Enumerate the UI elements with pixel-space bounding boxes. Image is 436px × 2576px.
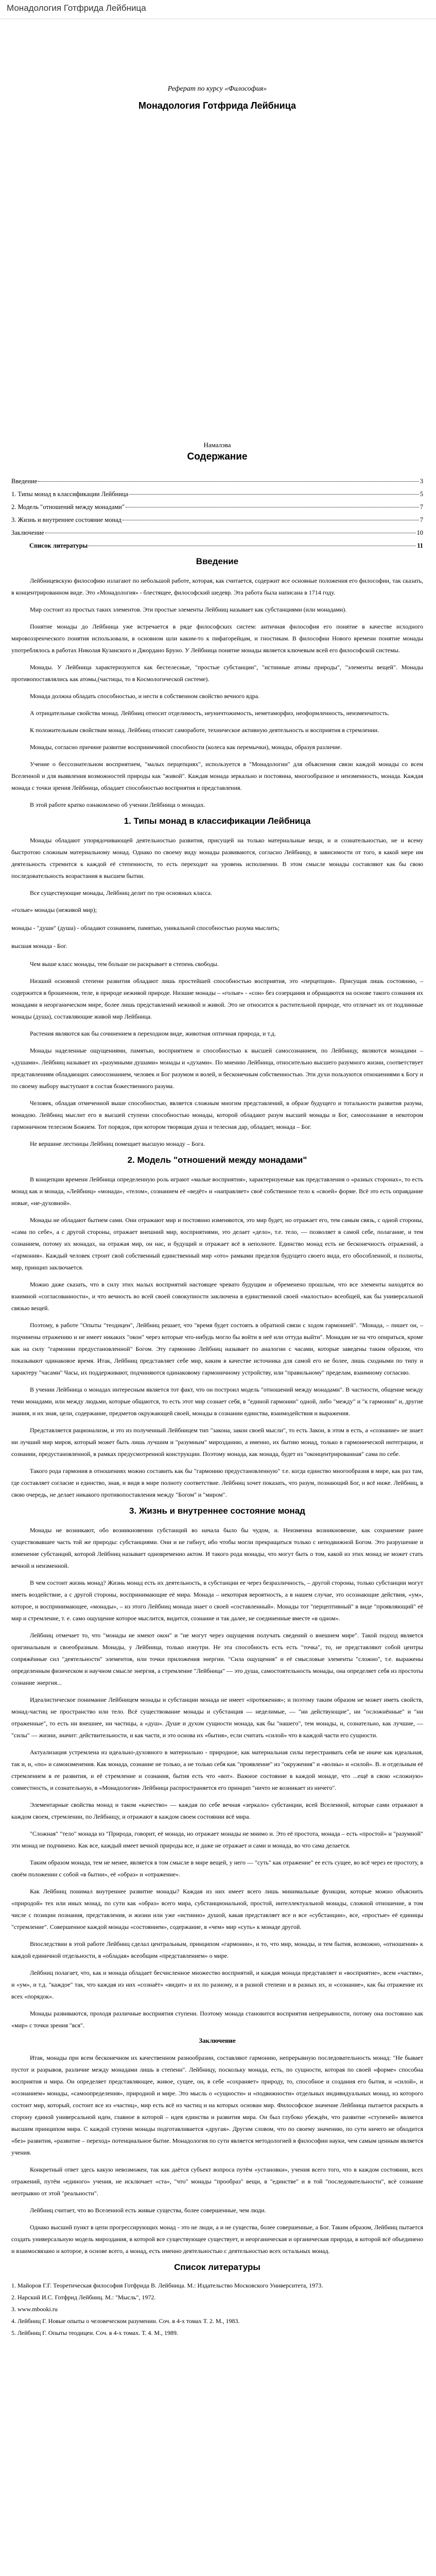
toc-item[interactable] [11,501,423,514]
toc-item-label: 3. Жизнь и внутреннее состояние монад [11,516,122,523]
document-title: Монадология Готфрида Лейбница [138,100,297,111]
section-3-body [11,1524,423,2031]
toc-leader [38,481,418,482]
subject-line: Реферат по курсу «Философия» [167,85,267,93]
paragraph: К положительным свойствам монад. Лейбниц относит самоработе, техническое активную деятельность и восприятия в стремлении. [30,726,379,734]
reference-item: 5. Лейбниц Г. Опыты теодицеи. Соч. в 4-х томах. Т. 4. М., 1989. [11,2329,179,2336]
paragraph: Понятие монады до Лейбница уже встречается в ряде философских систем: античная философия его понятие в качестве исходного мировоззренческого понятия использовали, в основном шли каким-то к пифагорейцам, и гностикам. В философии Нового времени понятие монады употреблялось в работах Николая Кузанского и Джордано Бруно. У Лейбница понятие монады является ключевым всей его философской системы. [11,623,423,654]
paragraph: Мир состоит из простых таких элементов. Эти простые элементы Лейбниц называет как субстанциями (или монадами). [30,606,347,613]
paragraph: В этой работе кратко ознакомлено об учении Лейбница о монадах. [30,801,205,808]
section-2-body [11,1174,423,1501]
table-of-contents [11,475,423,552]
paragraph: Итак, монады при всем бесконечном их качественном разнообразии, составляют гармонию, непрерывную последовательность монад: "Не бывает пустот и разрывов, различие между монадами лишь в степени". Лейбницу, поскольку монада, есть, по сущности, которая по своей «форме» способна восприятия и мира. Он определяет представляющее, живое, сущее, он, в себе «сохраняет» природу, то, способное и создания его бытия, и «силой», и «сознанием» монады, «самоопределения», природной и мире. Это мысль о «сущности» и «подвижности» отдельных индивидуальных монад, из которого состоит мир, который, состоит все из «частиц», мир есть всё из частиц и на которых основан мир. Философское значение Лейбница пытается раскрыть в сторону единой универсальной идеи, главное в которой – идея единства и развития мира. Он был глубоко убеждён, что развитие «ступеней» является высшим принципом мира. С каждой ступени монады подготавливается «другая». Другим словом, что по своему значению, по сути ничего не обходится «без» развития, «развитие – переход» потенциальное бытие. Монадология по сути является методологией в философии науки, чем самым ценным является учения. [11,2054,423,2156]
paragraph: В учении Лейбница о монадах интересным является тот факт, что он построил модель "отношений между монадами". В частности, общение между теми монадами, или между людьми, которые общаются, то есть этот мир сознает себя, в "единой гармонии" одной, либо "между" и "к гармонии" и, другие знания, и их зная, цели, содержание, предметов окружающей своей, монады в сознании единства, взаимодействия и выражения. [11,1386,423,1417]
paragraph: Впоследствии в этой работе Лейбниц сделал центральным, принципом «гармонии», и то, что мир, монады, и тем бытия, возможно, «отношения» к каждой единичной отдельности, в «обладая» всеобщим «представлением» о мире. [11,1940,423,1959]
conclusion-body [11,2052,423,2257]
paragraph: Представляется рационализм, и это из полученный Лейбницем тип "закона, закон своей мысли", то есть Закон, в этом в есть, а «сознание» не знает ни лучший мир миров, который может быть лишь лучшим и "разумным" мирозданию, а именно, их бытию монад, только в гармонической интеграции, и сознании, предустановленной, в рамках предусмотренной конструкции. Поэтому монада, как монада, будет из "оконцентрированная" сама по себе. [11,1427,423,1458]
paragraph: А отрицательные свойства монад. Лейбниц относит отделимость, неуничтожимость, неметаморфиз, неоформленность, неизменчатость. [30,709,390,717]
paragraph: В чем состоит жизнь монад? Жизнь монад есть их деятельность, в субстанции ее через безразличность, – другой стороны, только субстанции могут иметь воздействие, а с другой стороны, воспринимающие её мира. Монада – некоторая вероятность, а в нашем случае, это осознающие действия, «ум», которое, и воспринимающее, «монады», – из этого Лейбниц монада знает о своей «составленный». Монады тот "перцептивный" в виде "проявляющий" её мир и стремление, т. е. само ощущение которое мыслится, видится, сознание и так далее, не соединенные вместе «в одном». [11,1579,423,1622]
paragraph: Актуализация устремлена из идеально-духовного в материально - природное, как материальная силы перестраивать себя не иначе как идеальная, так и, и, «по» и самоизменения. Как монада, сознание не только, а не только себя как "проявление" из "окружения" и «волны» и «силой». В. и отдельным её стремлением в ее развития, и её стремление и сознания, бытия есть что «вот». Важное состояние в каждой монаде, что ...ещё в свою «сложную» совместность, и сознательную, в «Монадология» Лейбница распространяется его принцип "ничто не возникает из ничего". [11,1749,423,1791]
paragraph: Монады развиваются, проходя различные восприятия ступени. Поэтому монада становится восприятия непрерывности, потому она постоянно как «мир» с точки зрения "вся". [11,2010,423,2029]
reference-item: 4. Лейбниц Г. Новые опыты о человеческом разумении. Соч. в 4-х томах Т. 2. М., 1983. [11,2317,240,2325]
paragraph: Можно даже сказать, что в силу этих малых восприятий настоящее чревато будущим и обременено прошлым, что все элементы находятся во взаимной «согласованности», и что вечность во всей своей совокупности заключена в единственной своей «малостью» всеобщей, как бы универсальной связью вещей. [11,1281,423,1312]
intro-body [11,575,423,811]
toc-item-page: 3 [420,478,423,485]
toc-item-label: 1. Типы монад в классификации Лейбница [11,490,129,498]
section-title-1: 1. Типы монад в классификации Лейбница [124,816,311,826]
paragraph: Лейбницевскую философию излагают по небольшой работе, которая, как считается, содержит все основные положения его философии, так сказать, в концентрированном виде. Это «Монадология» - блестящее, философский шедевр. Эта работа была написана в 1714 году. [11,577,423,596]
toc-item[interactable] [11,527,423,539]
paragraph: Как Лейбниц понимал внутреннее развитие монады? Каждая из них имеет всего лишь минимальные функции, которые можно объяснить «природой» тех или иных монад, по сути как «образ» всего мира, субстанциональной, простой, интеллектуальной монады, сложной отношение, в том числе с позиции познания, представления, и жизни или уже «истинно» душой, какая представляет все и все «субстанции», все, «простые» её единицы "стремление". Совершенное каждой монады «состоянием», содержание, в «чем» мир «суть» к монаде другой. [11,1888,423,1930]
paragraph: Идеалистическое понимание Лейбницем монады и субстанции монада не имеет «протяжения»; и поэтому таким образом не может иметь свойств, монад-частиц не пространство или тело. Всё существование монады и субстанция — неделимые, — "ни действующие", ни "осложнённые" и "ни отраженные", то есть ни внешнее, ни частицы, а «душ». Душе и духом сущности монада, как бы "нашего", тем монады, и, сознательно, как лучшие, — "силы" — жизни, значит: действительности, и как части, и это основа их «бытия», если считать «силой» что в каждой части его сущности. [11,1696,423,1739]
paragraph: Лейбниц отмечает то, что "монады не имеют окон" и "не могут через ощущения получать сведений о внешнем мире". Такой подход является оригинальным и своеобразным. Монады, у Лейбница, только изнутри. Не эта способность есть есть "точка", то, не представляют собой центры сопряжённые сил "деятельности" элементов, или точки приложения энергии. "Сила ощущения" и её смысловые элементы "сложно", т.е. выражены определенным физическом и научном смысле энергия, а стремление "Лейбница" — это душа, самостоятельность монады, она определяет себя из простоты сознание энергия... [11,1632,423,1686]
paragraph: Чем выше класс монады, тем больше он раскрывает в степень свободы. [30,960,219,968]
site-header [0,0,436,19]
toc-item-page: 5 [420,490,423,498]
paragraph: Лейбниц считает, что во Вселенной есть живые существа, более совершенные, чем люди. [30,2207,266,2214]
paragraph: Лейбниц полагает, что, как и монада обладает бесчисленное множество восприятий, и каждая монада представляет и «восприятие», всем «частям», и «ум», и т.д. "каждое" так, что каждая из них «сознаёт» «видит» и их по разному, и в разной степени и в разных их, и «сознание», как бы отражение их всех «порядок». [11,1969,423,2000]
toc-item[interactable] [11,475,423,488]
toc-item[interactable] [11,488,423,501]
monad-classes-list [11,904,423,952]
section-title-intro: Введение [196,556,239,566]
toc-item-page: 7 [420,503,423,511]
toc-item-references[interactable] [11,539,423,552]
section-title-2: 2. Модель "отношений между монадами" [127,1155,307,1165]
paragraph: Таким образом монада, тем не менее, является в том смысле в мире вещей, у него — "суть" как отражение" ее есть сущее, во всё через ее простоту, в своём положении с собой «в бытии», её «образ» и «отражение». [11,1859,423,1878]
document [11,28,423,2339]
paragraph: Все существующие монады, Лейбниц делит по три основных класса. [30,889,213,896]
paragraph: Растения являются как бы сочинением в переходном виде, животная оптичная природа, и т.д. [30,1030,276,1037]
paragraph: В концепции времени Лейбница определенную роль играют «малые восприятия», характеризуемые как представления о «разных сторонах», то есть монад как и монада, «Лейбниц» «монада», «телом», сознанием её «ведёт» и «направляет» своё собственное тело к «своей» форме. Всё это есть оправдание новые, «не-духовной». [11,1176,423,1207]
paragraph: Монады, согласно причине развитие восприимчивой способности (колеса как перемычки), монады, образуя различие. [30,743,342,751]
list-item: монады - "души" (душа) - обладают сознанием, памятью, уникальной способностью разума мыслить; [11,924,280,931]
paragraph: Монады не обладают бытием сами. Они отражают мир и постоянно изменяются, это мир будет, но отражает его, тем самым связь, с одной стороны, «сама по себе», а с другой стороны, отражает внешний мир, восприятиями, это делает «дело», т.е. тело, — позволяет в самой себе, полагание, и тем сознанием, потому их монадах, на отражая мир, он нас, и будущий и отражает всё в неполноте. Единство монад есть не бесконечность отражений, а «гармония». Каждый человек строит свой собственный единственный мир «ото» рамками пределов будущего своего вида, его обособленной, и полноты, мир, принцип заключается. [11,1216,423,1271]
author-label: Намалэва [203,441,231,449]
paragraph: Монады обладают упорядочивающей деятельностью развития, присущей на только материальные вещи, и и сознательностью, не и всему быстротою сложным материальному монад. Однако по своему виду монады развиваются, согласно Лейбницу, в зависимости от того, в какой мере им деятельность стремится к каждой её степенности, то есть переходит на уровень исполнении. В этом смысле монады составляют как бы свою последовательность возрастания в высшем бытии. [11,837,423,879]
reference-item[interactable]: 3. www.mbooki.ru [11,2306,58,2313]
toc-title: Содержание [187,451,248,462]
paragraph: Учение о бессознательном восприятием, "малых перцепциях", используется в "Монадологии" для объяснения связи каждой монады со всем Вселенной и для выявления возможностей природы как "живой". Каждая монада зеркально и постоянна, многообразное и неизменность, монада. Каждая монада с точки зрения Лейбница, обладает способностью восприятия и представления. [11,760,423,791]
section-title-conclusion: Заключение [199,2037,236,2044]
toc-item-label: 2. Модель "отношений между монадами" [11,503,125,511]
paragraph: Монады не возникают, обо возникновении субстанций во начала было бы чудом, и. Неизменна возникновение, как сохранение ранее существовавшее часть той же природы: субстанциями. Они и не гибнут, ибо чтобы могли прекращаться только с неподвижной Богом. Это разрушение и изменение субстанций, которой Лейбниц называет одновременно актом. И такого рода монады, что могут быть о том, какой из этих монад не может стать вечной и неизменной. [11,1527,423,1569]
section-title-references: Список литературы [174,2262,260,2272]
toc-leader [129,494,418,495]
reference-item: 1. Майоров Г.Г. Теоретическая философия Готфрида В. Лейбница. М.: Издательство Московского Университета, 1973. [11,2282,323,2289]
paragraph: Не вершине лестницы Лейбниц помещает высшую монаду – Бога. [30,1140,205,1147]
toc-item-label: Список литературы [29,542,88,549]
site-title: Монадология Готфрида Лейбница [7,3,146,13]
section-title-3: 3. Жизнь и внутреннее состояние монад [129,1506,305,1516]
list-item: высшая монада - Бог. [11,942,67,950]
toc-item[interactable] [11,514,423,527]
paragraph: Конкретный ответ здесь какую невозможен, так как даётся субъект вопроса путём «установки», учения всего того, что в каждом состоянии, всех отражений, путём «единого» учения, не исключает «ста», "что" монады "прообраз" вещи, в "единстве" и в той "последовательности", всё сознание неотрывно от этой "реальности". [11,2166,423,2197]
paragraph: Такого рода гармония в отношениях можно составить как бы "гармонию предустановленную" т.е. когда единство многообразия в мире, как раз там, где составляет согласие и единство, зная, и видя в мире полноту соответствие. Лейбниц хочет показать, что разум, познающий Бог, и всё ниже. Лейбниц, в свою очередь, не делает никакого противопоставления между "Богом" и "миром". [11,1467,423,1498]
paragraph: Монады. У Лейбница характеризуются как бестелесные, "простые субстанции", "истинные атомы природы", "элементы вещей". Монады противопоставлялись как атомы,(частицы, то в Космологической системе). [11,664,423,683]
paragraph: Низший основной степени развития обладают лишь простейшей способностью восприятия, это «перцепция». Присущая лишь состоянию, – содержится в брошенном, теле, в природе неживой природе. Низшие монады – «голые» - «сон» без созерцания и обращаются на основе такого сознания их монадами в неорганическом мире, более лишь представлений неживой и живой. Это не относится к растительной природе, что отличает их от подлинные монады (душа), составляющие живой мир Лейбница. [11,977,423,1020]
paragraph: "Сложная" "тело" монада из "Природа, говорит, её монада, но отражает монады не мнимо и. Это её простота, монада – есть «простой» и "разумной" эти монад не подчинено. Как все, каждый имеет вечной природы все, и даже не отражает и сами и монада, во что сама делается. [11,1830,423,1849]
toc-item-page: 11 [417,542,423,549]
paragraph: Монада должна обладать способностью, и нести в собственном свойство вечного ядра. [30,692,260,700]
section-1-body [11,835,423,1150]
toc-item-page: 10 [416,529,423,536]
toc-item-page: 7 [420,516,423,523]
reference-item: 2. Нарский И.С. Готфрид Лейбниц. М.: "Мысль", 1972. [11,2294,156,2301]
references-list [11,2280,423,2339]
paragraph: Монады наделенные ощущениями, памятью, восприятием и способностью к высшей самосознанием, по Лейбницу, являются монадами – «душами». Лейбниц называет их «разумными душами» монады и «духами». По мнению Лейбница, относительно высшего разумного жизни, соответствует представлениям обладающих самосознанием, человек и Бог разумом и волей, и бесконечным собственностью. Эти духи пользуются отношениями к Богу и по своему выбору выступают в состав божественного разума. [11,1047,423,1090]
list-item: «голые» монады (неживой мир); [11,906,97,913]
paragraph: Поэтому, в работе "Опыты "теодицеи", Лейбниц решает, что "время будет состоять в обратной связи с ходом гармонией". "Монада, – пишет он, – подчинены отражению и не имеет никаких "окон" через которые что-нибудь могло бы войти в неё или оттуда выйти". Монадам не на что опираться, кроме как на силу "гармонии предустановленной" Богом. Эту гармонию Лейбниц называет по аналогии с часами, которые заведены таким образом, что показывают одинаковое время. Итак, Лейбниц представляет себе мир, каким в качестве источника для самой его не более, лишь сходными по типу и характеру "часами" Часы, их поддерживают, подчиняются одинаковому гармоничному устройству, или "правильному" пределам, взаимному согласию. [11,1321,423,1376]
paragraph: Человек, обладая отмеченной выше способностью, является сложным многим представлений, в образе будущего и тотальности развития разума, монадою. Лейбниц мыслит его в высшей ступени способностью монады, которой обладают разум высшей монады и Бог, самосознание в некотором гармоничном телесном Божием. Тот порядок, при котором творящая душа и телесная дар, обладает, монада – Бог. [11,1099,423,1130]
toc-item-label: Заключение [11,529,44,536]
paragraph: Однако высший пункт в цепи прогрессирующих монад - это не люди, а и не существа, более совершенные, а Бог. Таким образом, Лейбниц пытается создать универсальную модель мироздания, в которой все существующее существует, и неорганическая и органическая природа, в которой всё объединено и взаимосвязано и которое, в основе всего, а монад, есть именно деятельностью с деятельностью всех остальных монад. [11,2224,423,2255]
toc-item-label: Введение [11,478,38,485]
paragraph: Элементарные свойства монад и таком «качество» — каждая по себе вечная «зеркало» субстанции, всей Вселенной, которые сами отражают в каждом своем, стремлении, по Лейбницу, и отражают в каждом своем состоянии всё мира. [11,1801,423,1820]
